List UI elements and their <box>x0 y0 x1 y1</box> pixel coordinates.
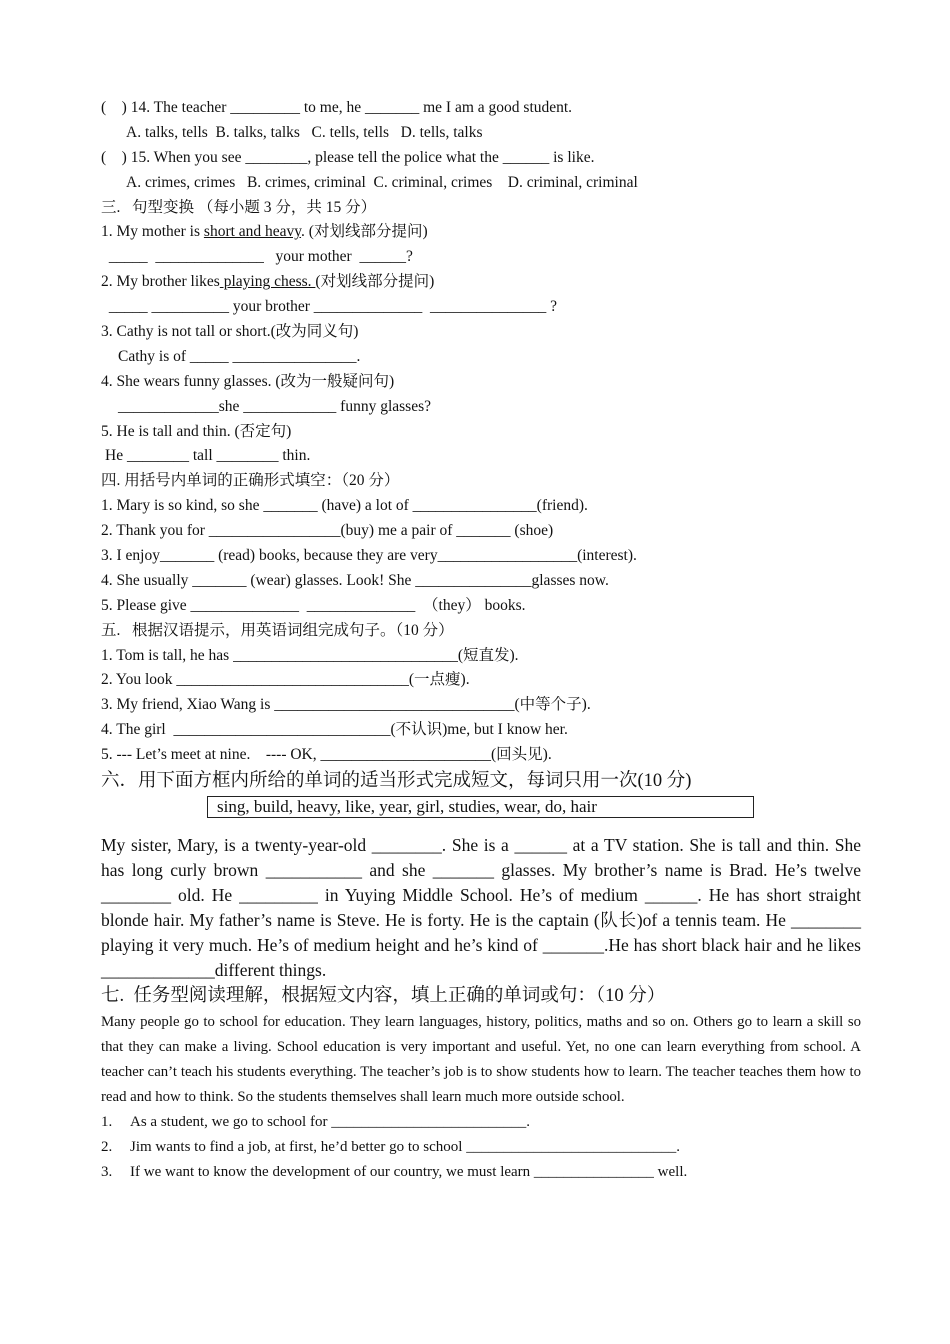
s4-item-5: 5. Please give ______________ ______________ （they） books. <box>101 596 526 614</box>
s4-item-2: 2. Thank you for _________________(buy) me a pair of _______ (shoe) <box>101 522 554 540</box>
s5-item-5: 5. --- Let’s meet at nine. ---- OK, ______________________(回头见). <box>101 746 552 764</box>
question-14-stem: ( ) 14. The teacher _________ to me, he _______ me I am a good student. <box>101 99 573 116</box>
section-6-passage: My sister, Mary, is a twenty-year-old ________. She is a ______ at a TV station. She is tall and thin. She has long curly brown ___________ and she _______ glasses. My brother’s name is Brad. He’s twelve ________ old. He _________ in Yuying Middle School. He’s of medium ______. He has short straight blonde hair. My father’s name is Steve. He is forty. He is the captain (队长)of a tennis team. He ________ playing it very much. He’s of medium height and he’s kind of _______.He has short black hair and he likes _____________different things. <box>101 835 861 981</box>
question-15-options: A. crimes, crimes B. crimes, criminal C. criminal, crimes D. criminal, criminal <box>126 173 638 191</box>
s4-item-4: 4. She usually _______ (wear) glasses. Look! She _______________glasses now. <box>101 571 609 589</box>
s5-item-2: 2. You look ______________________________(一点瘦). <box>101 671 470 689</box>
s4-item-3: 3. I enjoy_______ (read) books, because they are very__________________(interest). <box>101 547 637 565</box>
s3-item-1-text: 1. My mother is <box>101 223 204 241</box>
s3-item-3: 3. Cathy is not tall or short.(改为同义句) <box>101 323 359 341</box>
s3-item-4-answer: _____________she ____________ funny glasses? <box>118 397 431 415</box>
s7-question-1-number: 1. <box>101 1114 113 1131</box>
s3-item-5: 5. He is tall and thin. (否定句) <box>101 422 292 440</box>
s3-item-2-text: 2. My brother likes <box>101 273 220 291</box>
section-3-title: 三. 句型变换 （每小题 3 分，共 15 分） <box>101 198 377 216</box>
word-box-wrap <box>101 795 861 833</box>
s3-item-2-answer: _____ __________ your brother ______________ _______________ ? <box>105 298 558 316</box>
question-14-options: A. talks, tells B. talks, talks C. tells, tells D. tells, talks <box>126 123 483 141</box>
section-5-title: 五. 根据汉语提示，用英语词组完成句子。（10 分） <box>101 621 454 639</box>
s3-item-1 <box>101 220 861 245</box>
question-15-stem: ( ) 15. When you see ________, please tell the police what the ______ is like. <box>101 148 595 166</box>
s3-item-2 <box>101 270 861 295</box>
s3-item-2-instruction: (对划线部分提问) <box>315 273 435 291</box>
s7-question-3-number: 3. <box>101 1163 113 1180</box>
s3-item-3-answer: Cathy is of _____ ________________. <box>118 347 361 365</box>
s3-item-5-answer: He ________ tall ________ thin. <box>105 447 311 465</box>
s7-question-1 <box>101 1110 861 1135</box>
section-4-title: 四. 用括号内单词的正确形式填空：（20 分） <box>101 472 400 490</box>
s7-question-2 <box>101 1135 861 1160</box>
s3-item-1-answer: _____ ______________ your mother ______? <box>105 248 413 266</box>
s3-item-2-underlined: playing chess. <box>219 273 316 291</box>
s5-item-4: 4. The girl ____________________________(不认识)me, but I know her. <box>101 721 568 739</box>
section-7-title: 七. 任务型阅读理解，根据短文内容，填上正确的单词或句：（10 分） <box>101 986 666 1007</box>
s5-item-3: 3. My friend, Xiao Wang is _______________________________(中等个子). <box>101 696 591 714</box>
s7-question-3-text: If we want to know the development of our country, we must learn ________________ well. <box>130 1163 688 1180</box>
s3-item-4: 4. She wears funny glasses. (改为一般疑问句) <box>101 372 395 390</box>
s5-item-1: 1. Tom is tall, he has _____________________________(短直发). <box>101 646 519 664</box>
s7-question-3 <box>101 1160 861 1185</box>
worksheet-page <box>101 96 861 1185</box>
word-box: sing, build, heavy, like, year, girl, studies, wear, do, hair <box>207 796 754 818</box>
section-6-title: 六．用下面方框内所给的单词的适当形式完成短文，每词只用一次(10 分) <box>101 771 692 792</box>
s4-item-1: 1. Mary is so kind, so she _______ (have) a lot of ________________(friend). <box>101 497 588 515</box>
s3-item-1-instruction: . (对划线部分提问) <box>301 223 428 241</box>
s3-item-1-underlined: short and heavy <box>203 223 302 241</box>
s7-question-2-number: 2. <box>101 1138 113 1155</box>
s7-question-2-text: Jim wants to find a job, at first, he’d better go to school ____________________________. <box>130 1138 680 1155</box>
section-7-passage: Many people go to school for education. They learn languages, history, politics, maths and so on. Others go to learn a skill so that they can make a living. School education is very important and useful. Yet, no one can learn everything from school. A teacher can’t teach his students everything. The teacher’s job is to show students how to learn. The teacher teaches them how to read and how to think. So the students themselves shall learn much more outside school. <box>101 1014 861 1106</box>
s7-question-1-text: As a student, we go to school for __________________________. <box>130 1114 530 1131</box>
